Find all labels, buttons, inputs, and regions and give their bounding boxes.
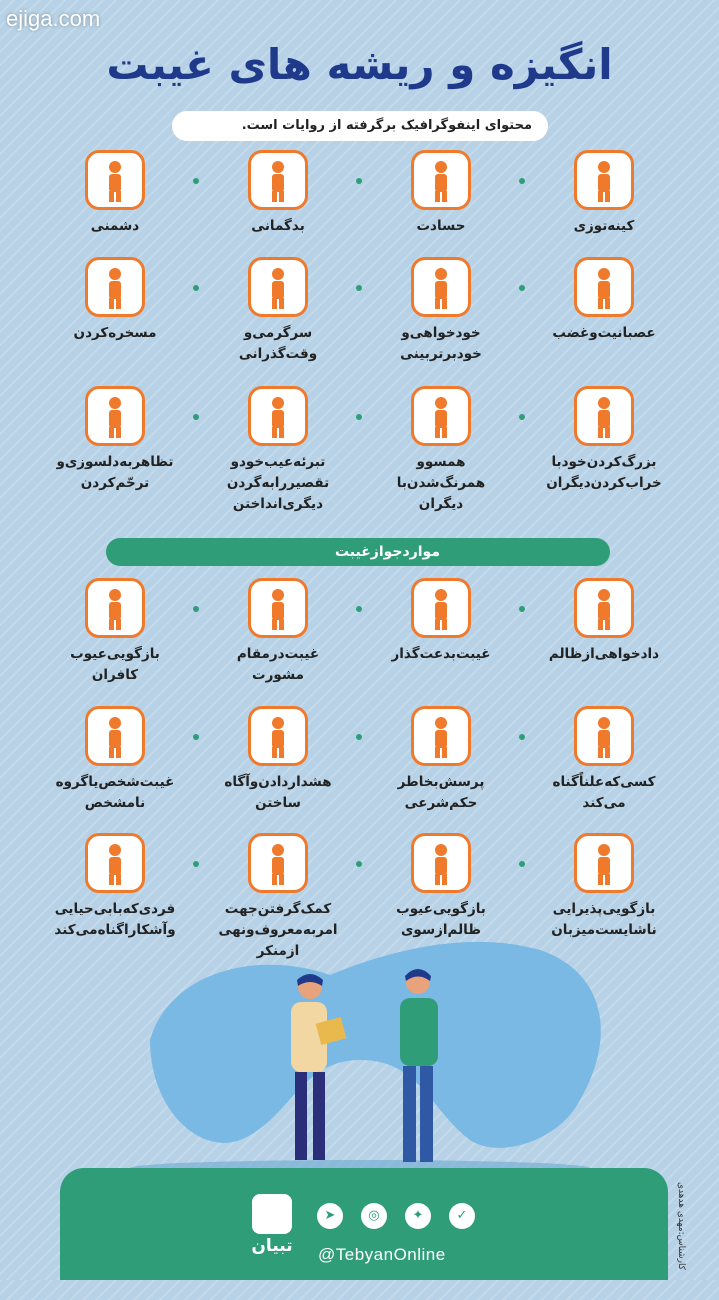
telegram-icon[interactable]: ➤ [317, 1203, 343, 1229]
kneeling-man-icon [574, 386, 634, 446]
root-label: حسادت [416, 218, 466, 234]
arguing-icon [411, 833, 471, 893]
twitter-icon[interactable]: ✦ [405, 1203, 431, 1229]
root-label: همسوو همرنگ‌شدن‌با دیگران [396, 454, 486, 512]
root-item [193, 150, 363, 237]
background-blob [150, 942, 601, 1148]
drinking-man-icon [574, 706, 634, 766]
root-item [519, 386, 689, 494]
advising-icon [248, 833, 308, 893]
praying-man-icon [411, 706, 471, 766]
confused-man-icon [411, 578, 471, 638]
root-label: تبرئه‌عیب‌خودو تقصیررابه‌گردن دیگری‌انداختن [226, 454, 330, 512]
questioning-man-icon [85, 578, 145, 638]
digging-hole-icon [85, 150, 145, 210]
exception-label: پرسش‌بخاطر حکم‌شرعی [397, 774, 485, 811]
exception-label: کسی‌که‌علناً‌گناه می‌کند [552, 774, 656, 811]
root-label: بزرگ‌کردن‌خود‌با خراب‌کردن‌دیگران [546, 454, 662, 491]
root-item [30, 386, 200, 494]
root-item [193, 386, 363, 515]
social-handle[interactable]: @TebyanOnline [318, 1245, 446, 1264]
root-item [30, 150, 200, 237]
root-label: سرگرمی‌و وقت‌گذرانی [238, 325, 318, 362]
exception-label: فردی‌که‌بابی‌حیایی وآشکاراگناه‌می‌کند [54, 901, 176, 938]
walking-man-icon [85, 833, 145, 893]
consulting-icon [248, 578, 308, 638]
root-label: مسخره‌کردن [73, 325, 157, 341]
root-label: عصبانیت‌و‌غضب [552, 325, 656, 341]
exception-label: بازگویی‌عیوب کافران [70, 646, 160, 683]
exception-label: بازگویی‌عیوب ظالم‌ازسوی [396, 901, 486, 938]
root-label: خودخواهی‌و خودبرتربینی [400, 325, 482, 362]
exception-item [356, 578, 526, 665]
root-label: بدگمانی [251, 218, 305, 234]
exception-label: غیبت‌شخص‌یاگروه نامشخص [55, 774, 175, 811]
mocking-icon [85, 257, 145, 317]
illustration [0, 910, 719, 1180]
page-title: انگیزه و ریشه های غیبت [106, 40, 613, 89]
root-item [519, 257, 689, 344]
exception-item [30, 706, 200, 814]
instagram-icon[interactable]: ◎ [361, 1203, 387, 1229]
exception-item [30, 578, 200, 686]
check-icon[interactable]: ✓ [449, 1203, 475, 1229]
watermark: ejiga.com [6, 6, 101, 31]
showing-off-icon [411, 257, 471, 317]
exception-item [356, 706, 526, 814]
exception-item [519, 578, 689, 665]
comforting-icon [85, 386, 145, 446]
root-item [356, 257, 526, 365]
logo-icon [252, 1194, 292, 1234]
exception-label: کمک‌گرفتن‌جهت امربه‌معروف‌ونهی ازمنکر [218, 901, 338, 959]
suspicious-man-icon [248, 150, 308, 210]
root-item [356, 386, 526, 515]
dining-icon [574, 833, 634, 893]
exception-label: دادخواهی‌ازظالم [548, 646, 660, 662]
root-label: کینه‌توزی [573, 218, 635, 234]
shouting-icon [85, 706, 145, 766]
group-people-icon [411, 386, 471, 446]
exception-item [519, 706, 689, 814]
exception-item [193, 706, 363, 814]
root-item [193, 257, 363, 365]
root-label: تظاهربه‌دلسوزی‌و ترحّم‌کردن [56, 454, 174, 491]
exception-item [193, 578, 363, 686]
brand-name: تبیان [251, 1236, 293, 1256]
subtitle: محتوای اینفوگرافیک برگرفته از روایات است. [172, 111, 548, 141]
blaming-man-icon [248, 386, 308, 446]
jealous-couple-icon [411, 150, 471, 210]
credit-text: کارشناس:مهدی هدهدی [676, 1182, 686, 1270]
exception-label: غیبت‌بدعت‌گذار [391, 646, 491, 662]
root-label: دشمنی [90, 218, 140, 234]
exception-label: غیبت‌درمقام مشورت [236, 646, 320, 683]
pointing-man-icon [574, 578, 634, 638]
root-item [519, 150, 689, 237]
section-title-exceptions: مواردجوازغیبت [106, 538, 610, 566]
angry-man-icon [574, 257, 634, 317]
holding-gun-icon [574, 150, 634, 210]
warning-icon [248, 706, 308, 766]
root-item [30, 257, 200, 344]
running-man-icon [248, 257, 308, 317]
brand-logo [244, 1238, 300, 1300]
exception-label: بازگویی‌پذیرایی ناشایست‌میزبان [551, 901, 657, 938]
root-item [356, 150, 526, 237]
exception-label: هشداردادن‌وآگاه ساختن [224, 774, 332, 811]
